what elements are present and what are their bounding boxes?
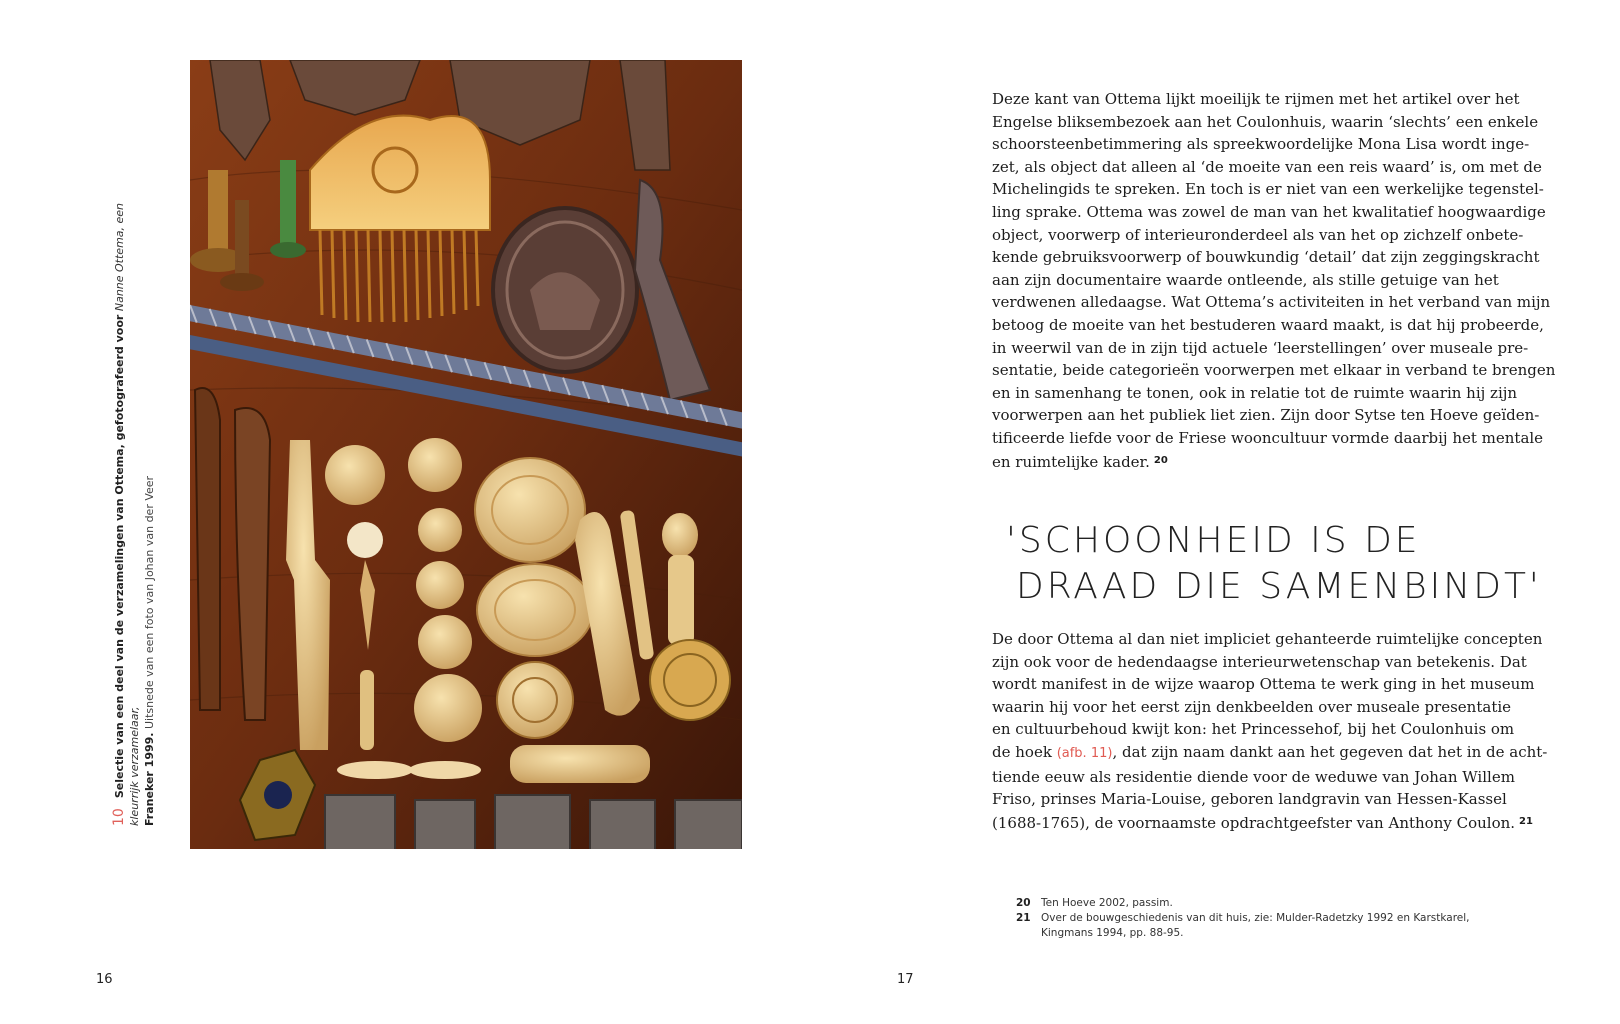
figure-reference-link[interactable]: (afb. 11) bbox=[1056, 745, 1113, 761]
text-line: en ruimtelijke kader. $^{20}$ bbox=[992, 452, 1168, 471]
section-heading bbox=[1006, 518, 1542, 610]
paragraph-1 bbox=[992, 88, 1556, 473]
caption-number: 10 bbox=[111, 808, 127, 826]
text-line: en cultuurbehoud kwijt kon: het Princessehof, bij het Coulonhuis om bbox=[992, 720, 1515, 739]
footnote-item bbox=[1016, 896, 1501, 911]
figure-caption bbox=[112, 156, 157, 826]
text-line: verdwenen alledaagse. Wat Ottema’s activiteiten in het verband van mijn bbox=[992, 293, 1551, 312]
heading-line-2: DRAAD DIE SAMENBINDT' bbox=[1016, 566, 1542, 607]
footnote-number: 20 bbox=[1016, 897, 1031, 909]
heading-line-1: 'SCHOONHEID IS DE bbox=[1006, 520, 1421, 561]
text-line: zet, als object dat alleen al ‘de moeite van een reis waard’ is, om met de bbox=[992, 157, 1542, 176]
text-line: aan zijn documentaire waarde ontleende, als stille getuige van het bbox=[992, 270, 1499, 289]
text-line: waarin hij voor het eerst zijn denkbeelden over museale presentatie bbox=[992, 697, 1512, 716]
caption-credit: Uitsnede van een foto van Johan van der Veer bbox=[143, 475, 156, 730]
text-line: in weerwil van de in zijn tijd actuele ‘leerstellingen’ over museale pre- bbox=[992, 338, 1529, 357]
right-page bbox=[810, 0, 1620, 1024]
footnote-reference[interactable]: 21 bbox=[1519, 815, 1533, 827]
text-line: wordt manifest in de wijze waarop Ottema te werk ging in het museum bbox=[992, 675, 1535, 694]
text-line: betoog de moeite van het bestuderen waard maakt, is dat hij probeerde, bbox=[992, 315, 1544, 334]
footnote-text: Over de bouwgeschiedenis van dit huis, zie: Mulder-Radetzky 1992 en Karstkarel, Kingmans 1994, pp. 88-95. bbox=[1041, 912, 1470, 939]
collection-photo bbox=[190, 60, 742, 849]
footnote-number: 21 bbox=[1016, 912, 1031, 924]
text-line: Deze kant van Ottema lijkt moeilijk te rijmen met het artikel over het bbox=[992, 90, 1520, 108]
text-fragment: de hoek bbox=[992, 742, 1057, 761]
text-line: ling sprake. Ottema was zowel de man van het kwalitatief hoogwaardige bbox=[992, 202, 1546, 221]
page-number-right: 17 bbox=[897, 972, 914, 987]
caption-italic-text: Nanne Ottema, een kleurrijk verzamelaar, bbox=[113, 202, 141, 826]
text-line: voorwerpen aan het publiek liet zien. Zijn door Sytse ten Hoeve geïden- bbox=[992, 406, 1540, 425]
text-line bbox=[992, 741, 1548, 766]
text-line: Engelse bliksembezoek aan het Coulonhuis, waarin ‘slechts’ een enkele bbox=[992, 112, 1539, 131]
text-line: (1688-1765), de voornaamste opdrachtgeefster van Anthony Coulon. $^{21}$ bbox=[992, 813, 1533, 832]
text-line: zijn ook voor de hedendaagse interieurwetenschap van betekenis. Dat bbox=[992, 652, 1527, 671]
text-line: De door Ottema al dan niet impliciet gehanteerde ruimtelijke concepten bbox=[992, 630, 1543, 648]
caption-bold-text: Selectie van een deel van de verzamelingen van Ottema, gefotografeerd voor bbox=[113, 314, 126, 799]
footnotes bbox=[1016, 896, 1501, 941]
text-line: en in samenhang te tonen, ook in relatie tot de ruimte waarin hij zijn bbox=[992, 383, 1518, 402]
text-line: tificeerde liefde voor de Friese wooncultuur vormde daarbij het mentale bbox=[992, 428, 1544, 447]
footnote-item bbox=[1016, 911, 1501, 941]
page-number-left: 16 bbox=[96, 972, 113, 987]
text-line: tiende eeuw als residentie diende voor de weduwe van Johan Willem bbox=[992, 767, 1515, 786]
text-line: object, voorwerp of interieuronderdeel als van het op zichzelf onbete- bbox=[992, 225, 1524, 244]
text-line: sentatie, beide categorieën voorwerpen met elkaar in verband te brengen bbox=[992, 361, 1556, 380]
footnote-text: Ten Hoeve 2002, passim. bbox=[1041, 897, 1173, 909]
collection-photo-illustration bbox=[190, 60, 742, 849]
footnote-reference[interactable]: 20 bbox=[1153, 454, 1168, 466]
caption-bold-text-2: Franeker 1999. bbox=[143, 732, 156, 826]
text-line: Friso, prinses Maria-Louise, geboren landgravin van Hessen-Kassel bbox=[992, 790, 1507, 809]
text-line: schoorsteenbetimmering als spreekwoordelijke Mona Lisa wordt inge- bbox=[992, 135, 1530, 154]
text-fragment: , dat zijn naam dankt aan het gegeven dat het in de acht- bbox=[1112, 742, 1548, 761]
text-line: kende gebruiksvoorwerp of bouwkundig ‘detail’ dat zijn zeggingskracht bbox=[992, 248, 1540, 267]
text-line: Michelingids te spreken. En toch is er niet van een werkelijke tegenstel- bbox=[992, 180, 1544, 199]
paragraph-2 bbox=[992, 628, 1548, 834]
